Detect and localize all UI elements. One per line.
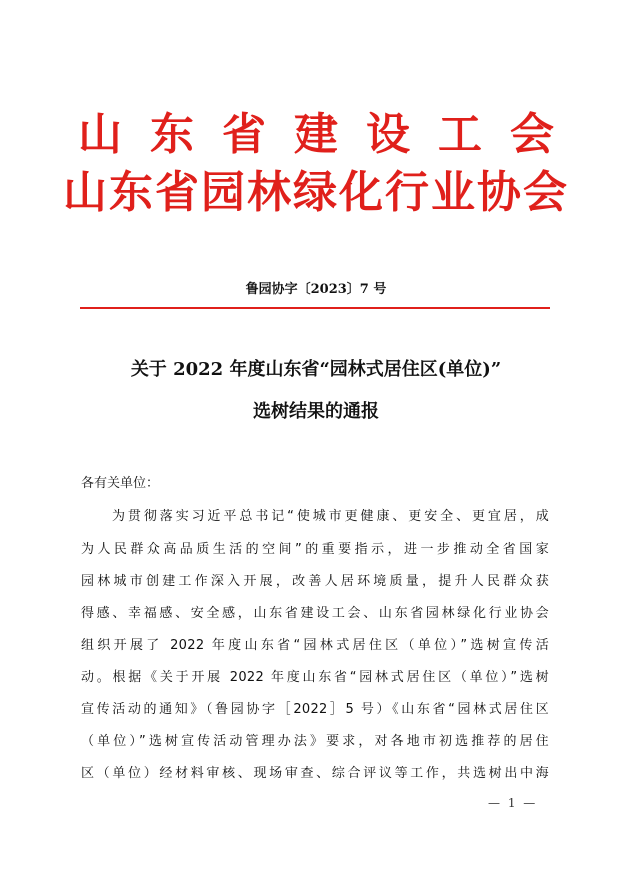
red-divider <box>80 307 550 309</box>
body-line-7: 宣传活动的通知》（鲁园协字［2022］5 号）《山东省“园林式居住区 <box>81 702 549 717</box>
document-number: 鲁园协字〔2023〕7 号 <box>245 282 387 297</box>
issuer-name-1: 山东省建设工会 <box>78 109 582 160</box>
body-line-9: 区（单位）经材料审核、现场审查、综合评议等工作，共选树出中海 <box>81 766 549 781</box>
body-line-6: 动。根据《关于开展 2022 年度山东省“园林式居住区（单位）”选树 <box>81 670 549 685</box>
page-number: — 1 — <box>488 796 538 810</box>
document-title-line-1: 关于 2022 年度山东省“园林式居住区(单位)” <box>130 359 502 380</box>
body-line-2: 为人民群众高品质生活的空间”的重要指示，进一步推动全省国家 <box>81 542 549 557</box>
body-line-8: （单位）”选树宣传活动管理办法》要求，对各地市初选推荐的居住 <box>81 734 549 749</box>
body-line-1: 为贯彻落实习近平总书记“使城市更健康、更安全、更宜居，成 <box>112 509 549 524</box>
body-line-4: 得感、幸福感、安全感，山东省建设工会、山东省园林绿化行业协会 <box>81 606 549 621</box>
body-line-3: 园林城市创建工作深入开展，改善人居环境质量，提升人民群众获 <box>81 574 549 589</box>
document-title-line-2: 选树结果的通报 <box>253 401 379 422</box>
issuer-name-2: 山东省园林绿化行业协会 <box>63 167 569 218</box>
body-line-5: 组织开展了 2022 年度山东省“园林式居住区（单位）”选树宣传活 <box>81 638 549 653</box>
salutation: 各有关单位： <box>81 476 160 491</box>
